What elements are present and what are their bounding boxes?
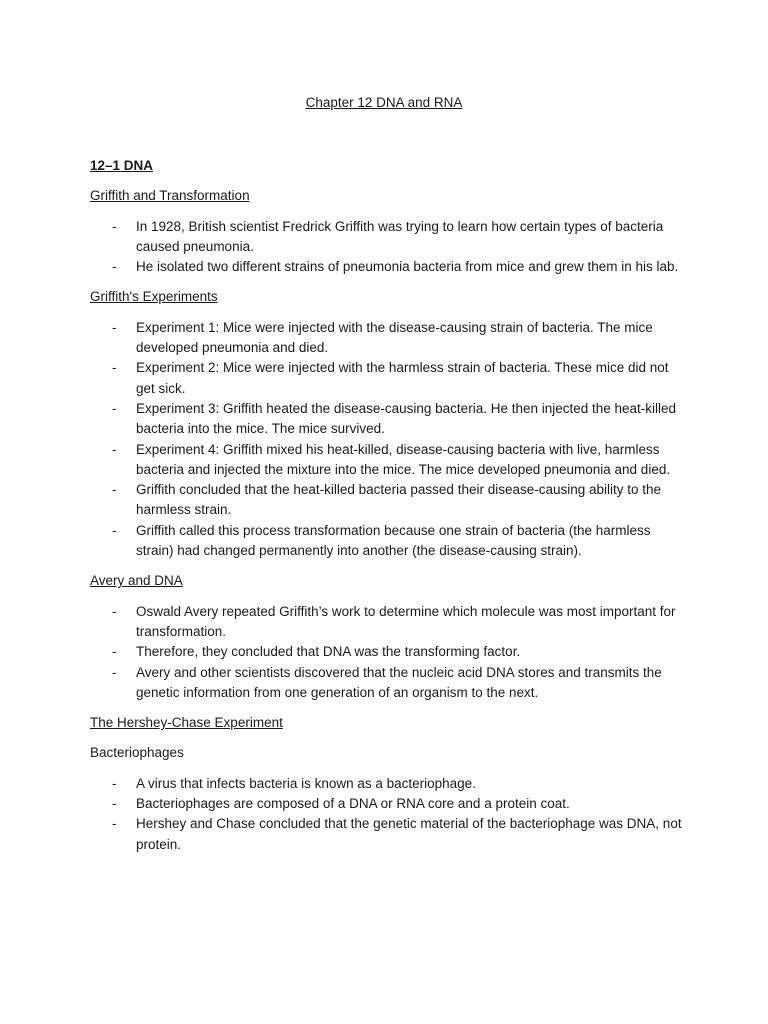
document-body: [90, 156, 690, 865]
heading-avery-dna: Avery and DNA: [90, 573, 183, 589]
list-item-text: Avery and other scientists discovered that the nucleic acid DNA stores and transmits the genetic information from one generation of an organism to the next.: [136, 664, 662, 700]
bullet-dash: -: [112, 796, 117, 812]
list-item: [90, 480, 690, 521]
list-item-text: Experiment 2: Mice were injected with the harmless strain of bacteria. These mice did not get sick.: [136, 360, 669, 396]
list-item: [90, 217, 690, 258]
bullet-dash: -: [112, 319, 117, 335]
heading-griffith-experiments: Griffith's Experiments: [90, 289, 218, 305]
list-item: [90, 521, 690, 562]
list-avery-dna: [90, 602, 690, 703]
section-heading-12-1: 12–1 DNA: [90, 158, 154, 173]
list-item-text: He isolated two different strains of pneumonia bacteria from mice and grew them in his lab.: [136, 259, 679, 275]
list-item: [90, 399, 690, 440]
list-item-text: Griffith concluded that the heat-killed bacteria passed their disease-causing ability to the harmless strain.: [136, 482, 662, 518]
heading-hershey-chase: The Hershey-Chase Experiment: [90, 715, 283, 731]
list-item: [90, 794, 690, 814]
bullet-dash: -: [112, 218, 117, 234]
subheading-bacteriophages: Bacteriophages: [90, 745, 184, 761]
list-bacteriophages: [90, 774, 690, 855]
bullet-dash: -: [112, 482, 117, 498]
list-item-text: Hershey and Chase concluded that the genetic material of the bacteriophage was DNA, not protein.: [136, 816, 682, 852]
list-griffith-experiments: [90, 318, 690, 562]
bullet-dash: -: [112, 400, 117, 416]
list-griffith-transformation: [90, 217, 690, 278]
list-item: [90, 440, 690, 481]
list-item-text: Therefore, they concluded that DNA was the transforming factor.: [136, 644, 521, 660]
bullet-dash: -: [112, 522, 117, 538]
list-item-text: Experiment 3: Griffith heated the disease-causing bacteria. He then injected the heat-killed bacteria into the mice. The mice survived.: [136, 400, 677, 437]
bullet-dash: -: [112, 441, 117, 457]
bullet-dash: -: [112, 259, 117, 275]
list-item: [90, 602, 690, 643]
heading-griffith-transformation: Griffith and Transformation: [90, 188, 250, 204]
list-item-text: A virus that infects bacteria is known as a bacteriophage.: [136, 775, 476, 791]
list-item-text: Oswald Avery repeated Griffith’s work to determine which molecule was most important for transformation.: [136, 603, 676, 639]
list-item: [90, 642, 690, 662]
list-item: [90, 814, 690, 855]
list-item: [90, 318, 690, 359]
list-item: [90, 774, 690, 794]
list-item-text: Griffith called this process transformation because one strain of bacteria (the harmless strain) had changed permanently into another (the disease-causing strain).: [136, 522, 651, 559]
bullet-dash: -: [112, 775, 117, 791]
page-title: Chapter 12 DNA and RNA: [305, 95, 463, 110]
bullet-dash: -: [112, 816, 117, 832]
list-item-text: In 1928, British scientist Fredrick Griffith was trying to learn how certain types of bacteria caused pneumonia.: [136, 218, 664, 254]
list-item: [90, 358, 690, 399]
bullet-dash: -: [112, 664, 117, 680]
list-item-text: Bacteriophages are composed of a DNA or RNA core and a protein coat.: [136, 796, 570, 812]
bullet-dash: -: [112, 360, 117, 376]
list-item: [90, 663, 690, 704]
list-item: [90, 257, 690, 277]
bullet-dash: -: [112, 644, 117, 660]
list-item-text: Experiment 4: Griffith mixed his heat-killed, disease-causing bacteria with live, harmless bacteria and injected the mixture into the mice. The mice developed pneumonia and died.: [136, 441, 671, 477]
list-item-text: Experiment 1: Mice were injected with the disease-causing strain of bacteria. The mice developed pneumonia and died.: [136, 319, 653, 356]
bullet-dash: -: [112, 603, 117, 619]
